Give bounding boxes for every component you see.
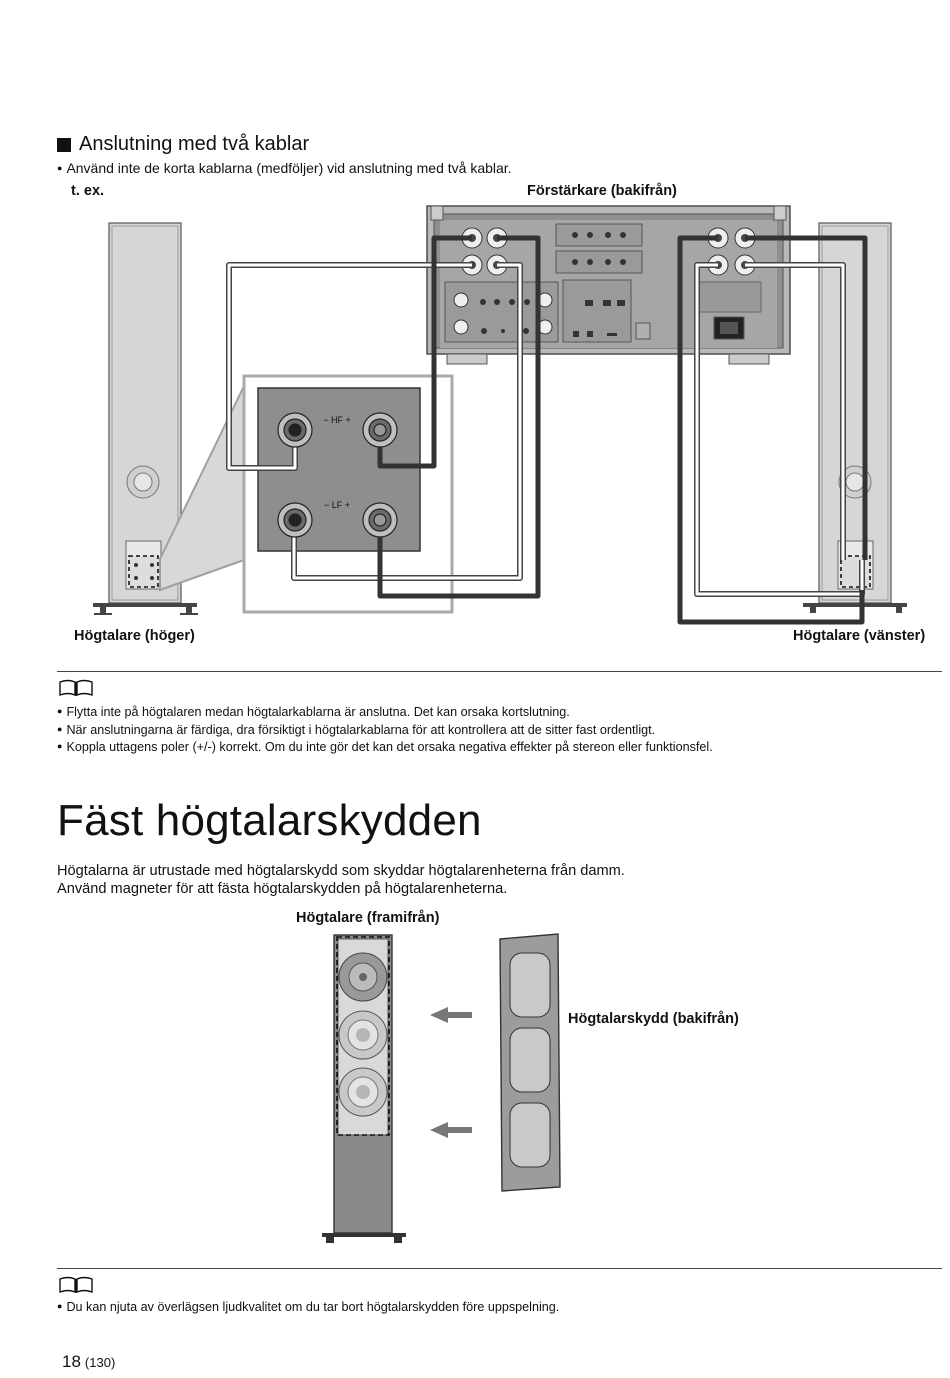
grille-back-illustration bbox=[500, 934, 560, 1191]
speaker-front-illustration bbox=[322, 935, 406, 1243]
book-icon bbox=[58, 1275, 94, 1295]
speaker-front-label: Högtalare (framifrån) bbox=[296, 910, 440, 926]
amplifier-illustration bbox=[427, 206, 790, 364]
direction-arrows bbox=[430, 1007, 472, 1138]
bi-wiring-diagram bbox=[0, 0, 950, 660]
note-item: ● Du kan njuta av överlägsen ljudkvalitet om du tar bort högtalarskydden före uppspelning. bbox=[57, 1299, 559, 1317]
section-title: Anslutning med två kablar bbox=[57, 133, 309, 156]
intro-paragraph: Högtalarna är utrustade med högtalarskydd som skyddar högtalarenheterna från damm. Använd magneter för att fästa högtalarskydden på högtalarenheterna. bbox=[57, 863, 625, 897]
amplifier-label: Förstärkare (bakifrån) bbox=[527, 183, 677, 199]
note-item: ● När anslutningarna är färdiga, dra försiktigt i högtalarkablarna för att kontrollera att de sitter fast ordentligt. bbox=[57, 722, 713, 740]
page-heading: Fäst högtalarskydden bbox=[57, 796, 482, 845]
note-list bbox=[57, 1299, 559, 1317]
grille-attachment-diagram bbox=[300, 925, 580, 1250]
hf-terminal-label: − HF + bbox=[323, 415, 351, 425]
divider bbox=[57, 671, 942, 672]
grille-label: Högtalarskydd (bakifrån) bbox=[568, 1011, 739, 1027]
speaker-left-label: Högtalare (vänster) bbox=[793, 628, 926, 644]
speaker-left-illustration bbox=[803, 223, 907, 613]
note-item: ● Flytta inte på högtalaren medan högtalarkablarna är anslutna. Det kan orsaka kortslutning. bbox=[57, 704, 713, 722]
note-item: ● Koppla uttagens poler (+/-) korrekt. Om du inte gör det kan det orsaka negativa effekter på stereon eller funktionsfel. bbox=[57, 739, 713, 757]
page-number: 18 (130) bbox=[62, 1352, 116, 1371]
section-bullet: ● Använd inte de korta kablarna (medföljer) vid anslutning med två kablar. bbox=[57, 160, 512, 178]
lf-terminal-label: − LF + bbox=[323, 500, 351, 510]
note-list bbox=[57, 704, 713, 757]
divider bbox=[57, 1268, 942, 1269]
speaker-right-label: Högtalare (höger) bbox=[74, 628, 195, 644]
example-label: t. ex. bbox=[71, 183, 105, 199]
book-icon bbox=[58, 678, 94, 698]
